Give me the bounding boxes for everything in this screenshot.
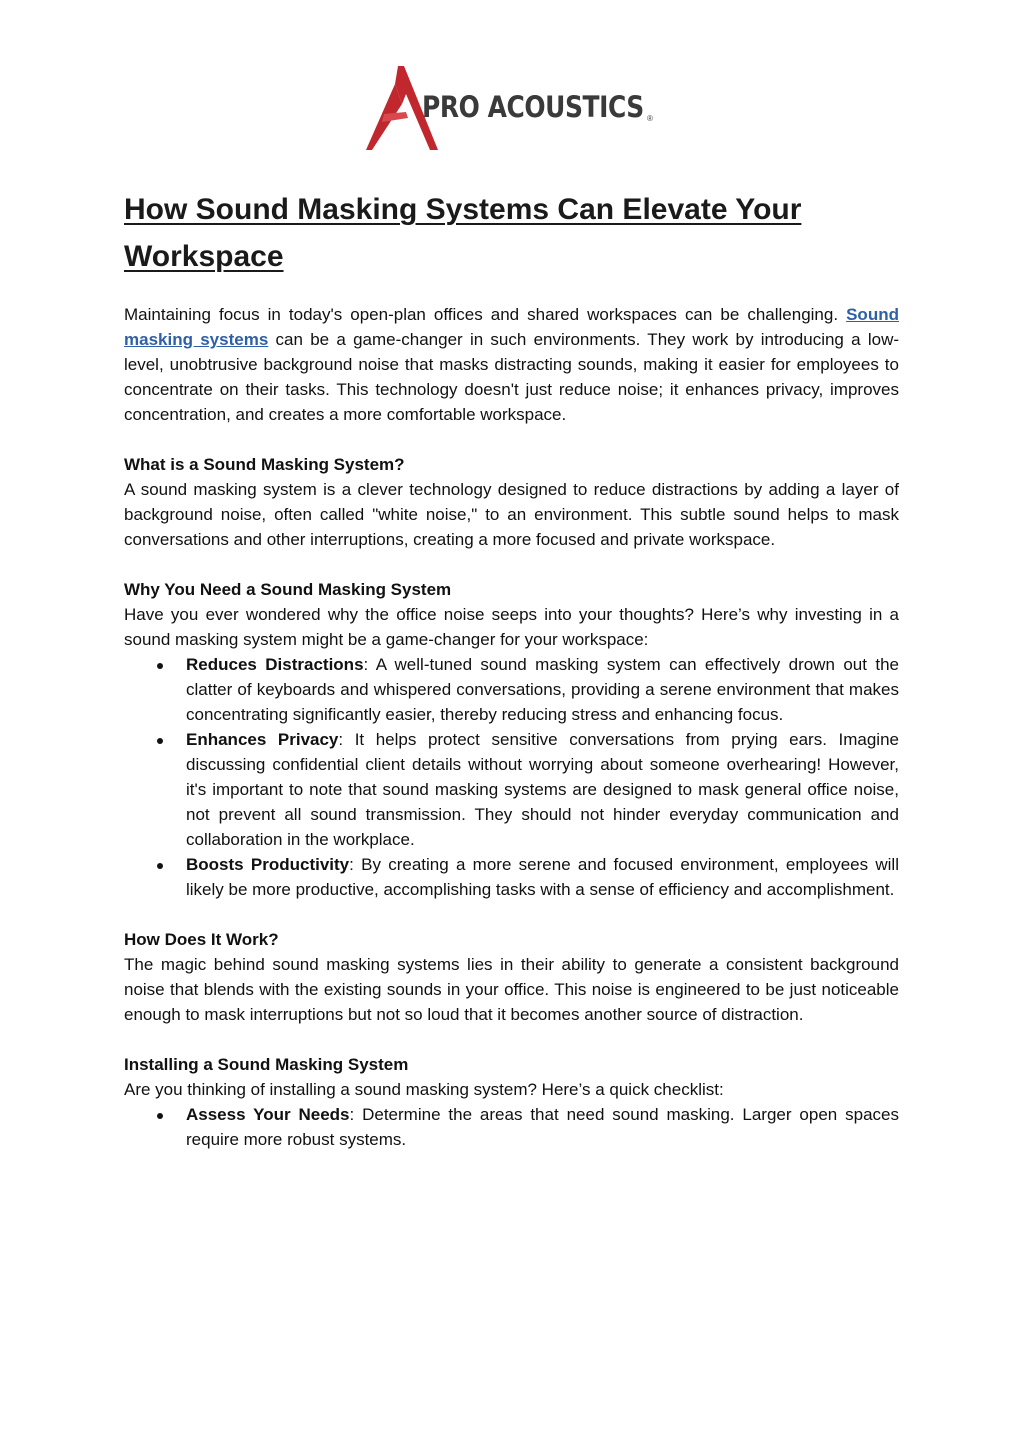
section-heading-why: Why You Need a Sound Masking System: [124, 580, 452, 599]
section-body-why: Have you ever wondered why the office noise seeps into your thoughts? Here’s why investing in a sound masking system might be a game-changer for your workspace:: [124, 605, 899, 649]
why-bullet-list: [124, 652, 899, 902]
bullet-icon: [157, 863, 163, 869]
list-item-term: Reduces Distractions: [186, 655, 364, 674]
list-item-text: : By creating a more serene and focused environment, employees will likely be more productive, accomplishing tasks with a sense of efficiency and accomplishment.: [186, 855, 899, 899]
brand-name: PRO ACOUSTICS: [422, 90, 644, 124]
list-item: [124, 1102, 899, 1152]
install-bullet-list: [124, 1102, 899, 1152]
list-item-text: : Determine the areas that need sound masking. Larger open spaces require more robust systems.: [186, 1105, 899, 1149]
section-body-what: A sound masking system is a clever technology designed to reduce distractions by adding a layer of background noise, often called "white noise," to an environment. This subtle sound helps to mask conversations and other interruptions, creating a more focused and private workspace.: [124, 480, 899, 549]
bullet-icon: [157, 738, 163, 744]
list-item: [124, 852, 899, 902]
list-item-text: : A well-tuned sound masking system can effectively drown out the clatter of keyboards and whispered conversations, providing a serene environment that makes concentrating significantly easier, thereby reducing stress and enhancing focus.: [186, 655, 899, 724]
list-item: [124, 727, 899, 852]
page-title: How Sound Masking Systems Can Elevate Your Workspace: [124, 193, 802, 273]
list-item-term: Enhances Privacy: [186, 730, 339, 749]
list-item-term: Boosts Productivity: [186, 855, 350, 874]
section-body-how: The magic behind sound masking systems lies in their ability to generate a consistent background noise that blends with the existing sounds in your office. This noise is engineered to be just noticeable enough to mask interruptions but not so loud that it becomes another source of distraction.: [124, 955, 899, 1024]
bullet-icon: [157, 1113, 163, 1119]
intro-text-end: can be a game-changer in such environments. They work by introducing a low-level, unobtrusive background noise that masks distracting sounds, making it easier for employees to concentrate on their tasks. This technology doesn't just reduce noise; it enhances privacy, improves concentration, and creates a more comfortable workspace.: [124, 330, 900, 424]
intro-paragraph: [124, 302, 899, 427]
section-body-install: Are you thinking of installing a sound masking system? Here’s a quick checklist:: [124, 1080, 724, 1099]
sound-masking-systems-link[interactable]: Sound masking systems: [124, 305, 899, 349]
section-heading-how: How Does It Work?: [124, 930, 279, 949]
registered-mark: ®: [647, 114, 653, 123]
list-item: [124, 652, 899, 727]
article-body: [124, 302, 899, 1152]
brand-logo: [362, 64, 662, 154]
bullet-icon: [157, 663, 163, 669]
section-heading-install: Installing a Sound Masking System: [124, 1055, 409, 1074]
list-item-term: Assess Your Needs: [186, 1105, 350, 1124]
section-heading-what: What is a Sound Masking System?: [124, 455, 405, 474]
list-item-text: : It helps protect sensitive conversations from prying ears. Imagine discussing confidential client details without worrying about someone overhearing! However, it's important to note that sound masking systems are designed to mask general office noise, not prevent all sound transmission. They should not hinder everyday communication and collaboration in the workplace.: [186, 730, 899, 849]
intro-text-start: Maintaining focus in today's open-plan offices and shared workspaces can be challenging.: [124, 305, 839, 324]
